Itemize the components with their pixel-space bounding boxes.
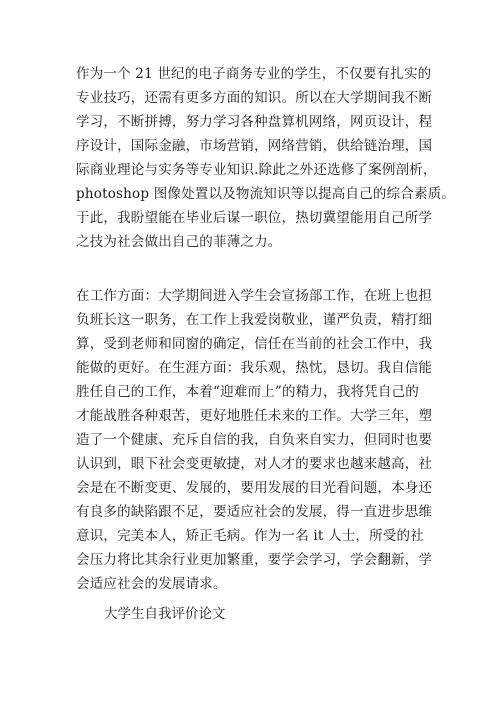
paragraph-2 bbox=[76, 284, 436, 596]
section-subtitle: 大学生自我评价论文 bbox=[104, 606, 226, 622]
text-line: 际商业理论与实务等专业知识.除此之外还选修了案例剖析， bbox=[76, 162, 437, 178]
text-line: 有良多的缺陷跟不足，要适应社会的发展，得一直进步思维 bbox=[76, 504, 433, 520]
text-line: photoshop 图像处置以及物流知识等以提高自己的综合素质。 bbox=[76, 186, 456, 202]
text-line: 序设计，国际金融，市场营销，网络营销，供给链治理，国 bbox=[76, 138, 433, 154]
text-line: 意识，完美本人，矫正毛病。作为一名 it 人士，所受的社 bbox=[76, 528, 424, 544]
text-line: 认识到，眼下社会变更敏捷，对人才的要求也越来越高，社 bbox=[76, 456, 433, 472]
text-line: 才能战胜各种艰苦，更好地胜任未来的工作。大学三年，塑 bbox=[76, 408, 433, 424]
text-line: 负班长这一职务，在工作上我爱岗敬业，谨严负责，精打细 bbox=[76, 312, 433, 328]
text-line: 会是在不断变更、发展的，要用发展的目光看问题，本身还 bbox=[76, 480, 433, 496]
text-line: 造了一个健康、充斥自信的我，自负来自实力，但同时也要 bbox=[76, 432, 433, 448]
text-line: 于此，我盼望能在毕业后谋一职位，热切冀望能用自己所学 bbox=[76, 210, 433, 226]
text-line: 能做的更好。在生涯方面：我乐观，热忱，恳切。我自信能 bbox=[76, 360, 433, 376]
paragraph-spacer bbox=[76, 254, 436, 284]
text-line: 会压力将比其余行业更加繁重，要学会学习，学会翻新，学 bbox=[76, 552, 433, 568]
document-body bbox=[76, 62, 456, 626]
paragraph-1 bbox=[76, 62, 456, 254]
text-line: 作为一个 21 世纪的电子商务专业的学生，不仅要有扎实的 bbox=[76, 66, 432, 82]
text-line: 胜任自己的工作，本着“迎难而上”的精力，我将凭自己的 bbox=[76, 384, 420, 400]
text-line: 之技为社会做出自己的菲薄之力。 bbox=[76, 234, 282, 250]
text-line: 会适应社会的发展请求。 bbox=[76, 576, 227, 592]
text-line: 学习，不断拼搏，努力学习各种盘算机网络，网页设计，程 bbox=[76, 114, 433, 130]
text-line: 专业技巧，还需有更多方面的知识。所以在大学期间我不断 bbox=[76, 90, 433, 106]
text-line: 在工作方面：大学期间进入学生会宣扬部工作，在班上也担 bbox=[76, 288, 433, 304]
text-line: 算，受到老师和同窗的确定，信任在当前的社会工作中，我 bbox=[76, 336, 433, 352]
